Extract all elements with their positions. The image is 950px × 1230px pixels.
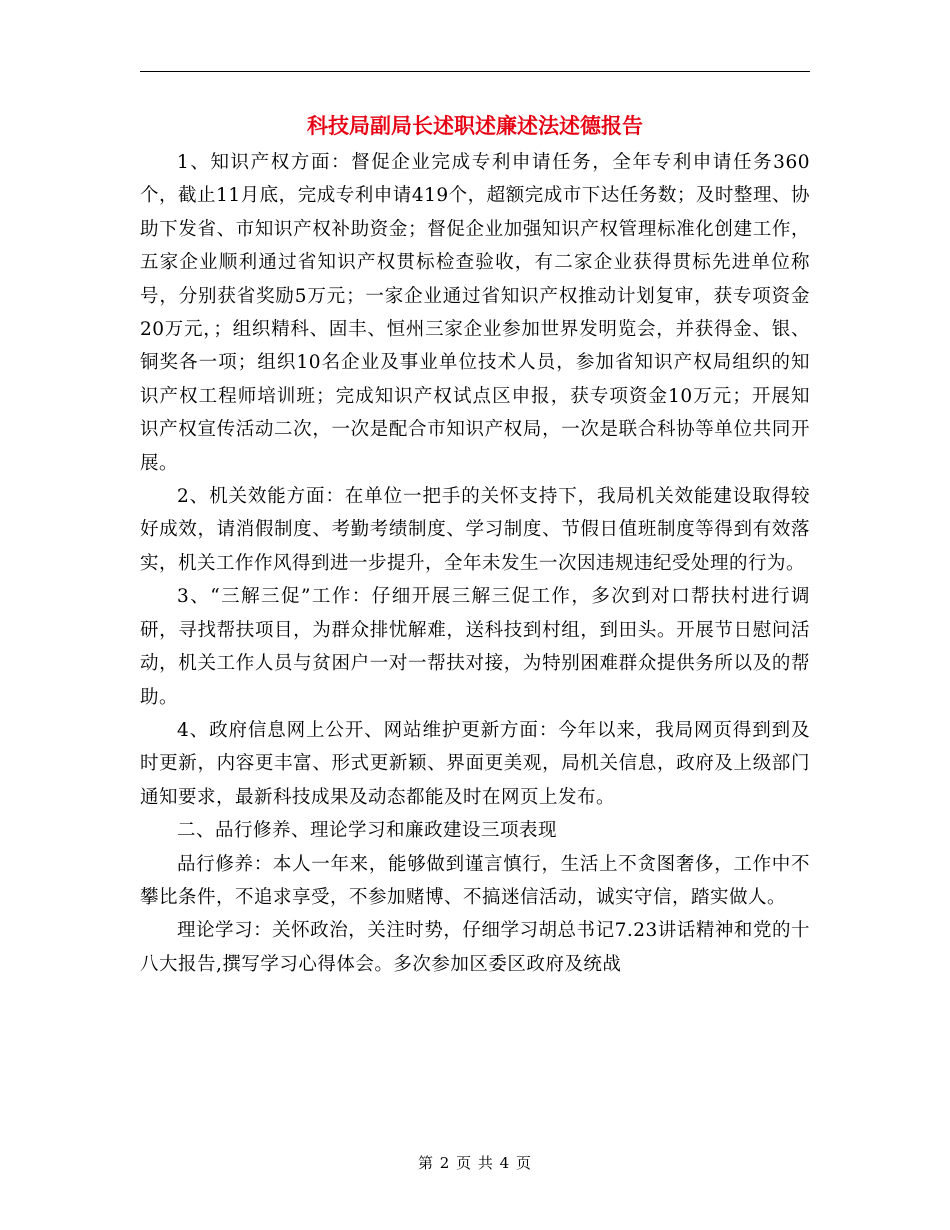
paragraph-office-efficiency: 2、机关效能方面：在单位一把手的关怀支持下，我局机关效能建设取得较好成效，请消假制度、考勤考绩制度、学习制度、节假日值班制度等得到有效落实，机关工作作风得到进一步提升，全年未发生一次因违规违纪受处理的行为。 [140, 486, 810, 574]
paragraph-website-update: 4、政府信息网上公开、网站维护更新方面：今年以来，我局网页得到到及时更新，内容更丰富、形式更新颖、界面更美观，局机关信息，政府及上级部门通知要求，最新科技成果及动态都能及时在网页上发布。 [140, 719, 810, 808]
header-rule [140, 71, 810, 72]
paragraph-moral-conduct: 品行修养：本人一年来，能够做到谨言慎行，生活上不贪图奢侈，工作中不攀比条件，不追求享受，不参加赌博、不搞迷信活动，诚实守信，踏实做人。 [140, 853, 810, 908]
paragraph-intellectual-property: 1、知识产权方面：督促企业完成专利申请任务，全年专利申请任务360个，截止11月底，完成专利申请419个，超额完成市下达任务数；及时整理、协助下发省、市知识产权补助资金；督促企业加强知识产权管理标准化创建工作，五家企业顺利通过省知识产权贯标检查验收，有二家企业获得贯标先进单位称号，分别获省奖励5万元；一家企业通过省知识产权推动计划复审，获专项资金20万元，；组织精科、固丰、恒州三家企业参加世界发明览会，并获得金、银、铜奖各一项；组织10名企业及事业单位技术人员，参加省知识产权局组织的知识产权工程师培训班；完成知识产权试点区申报，获专项资金10万元；开展知识产权宣传活动二次，一次是配合市知识产权局，一次是联合科协等单位共同开展。 [140, 152, 810, 474]
section-heading-conduct: 二、品行修养、理论学习和廉政建设三项表现 [177, 820, 558, 842]
paragraph-three-solutions: 3、“三解三促”工作：仔细开展三解三促工作，多次到对口帮扶村进行调研，寻找帮扶项目，为群众排忧解难，送科技到村组，到田头。开展节日慰问活动，机关工作人员与贫困户一对一帮扶对接，为特别困难群众提供务所以及的帮助。 [140, 586, 810, 708]
page-footer: 第 2 页 共 4 页 [418, 1154, 532, 1172]
paragraph-theory-study: 理论学习：关怀政治，关注时势，仔细学习胡总书记7.23讲话精神和党的十八大报告,撰写学习心得体会。多次参加区委区政府及统战 [140, 920, 810, 975]
document-title: 科技局副局长述职述廉述法述德报告 [307, 113, 643, 138]
document-body [140, 146, 810, 981]
